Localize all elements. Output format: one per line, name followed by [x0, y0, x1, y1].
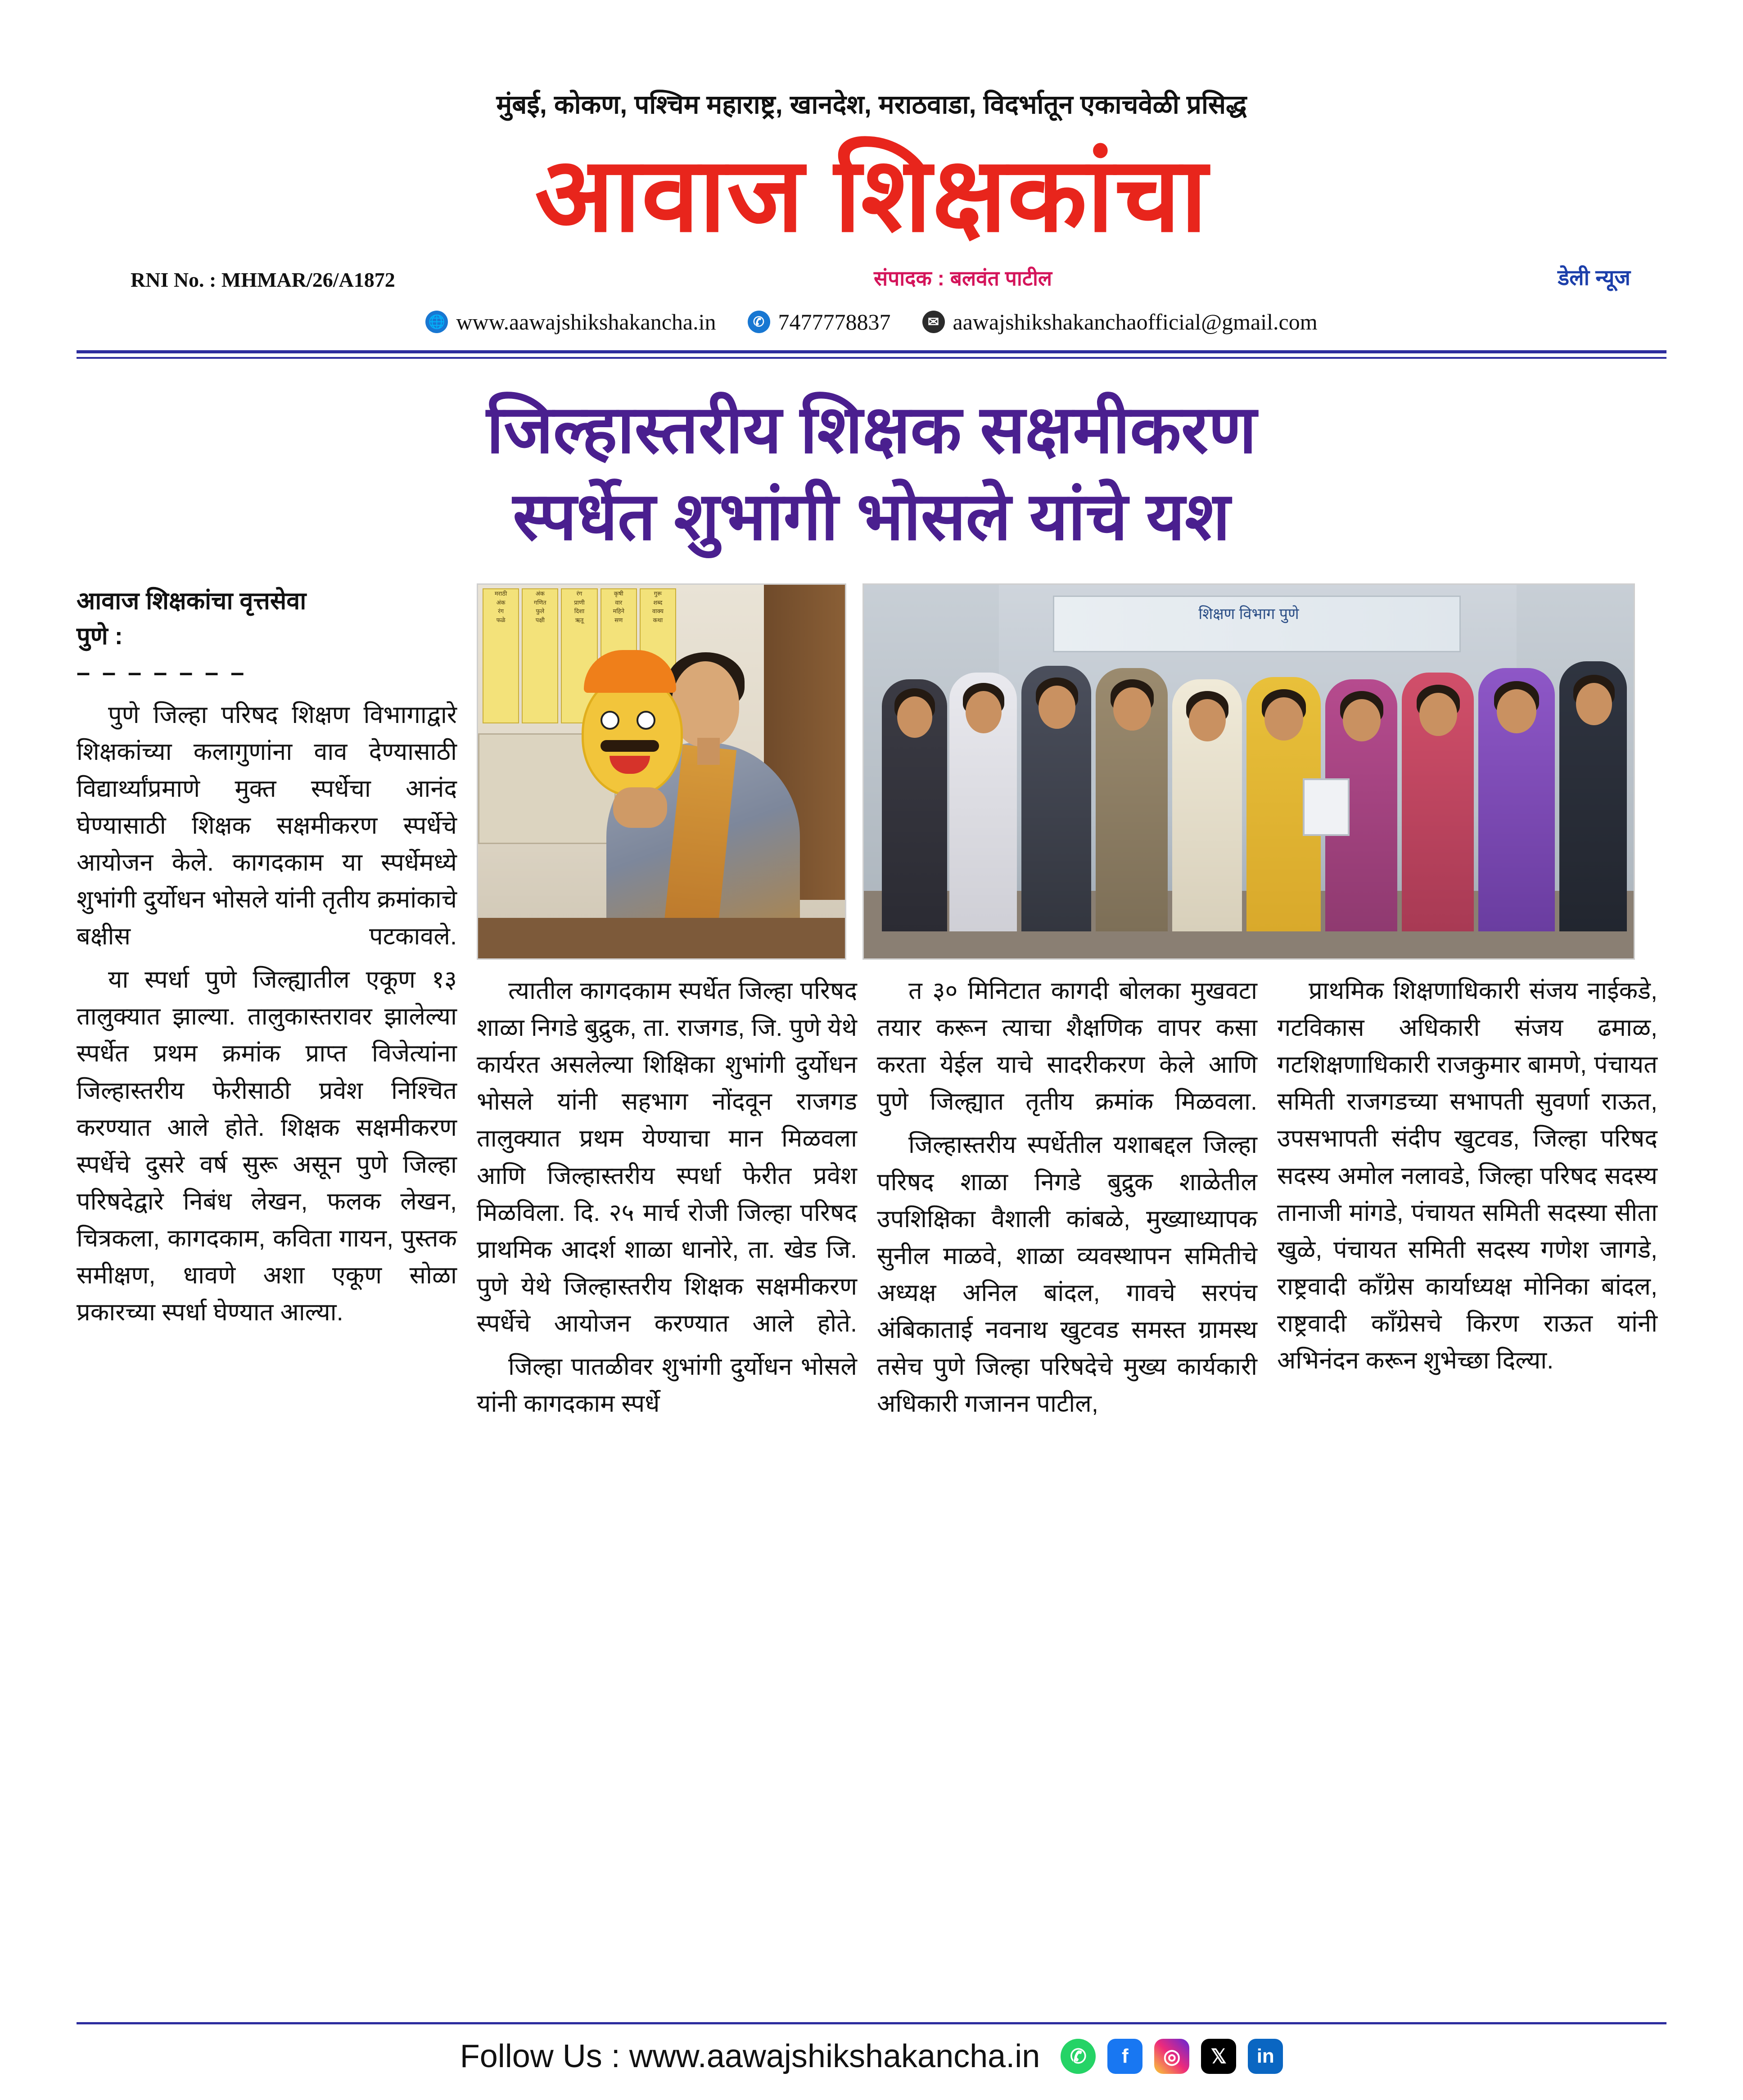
globe-icon: 🌐 [425, 311, 448, 333]
masthead-tagline: मुंबई, कोकण, पश्चिम महाराष्ट्र, खानदेश, मराठवाडा, विदर्भातून एकाचवेळी प्रसिद्ध [496, 90, 1247, 119]
byline-line-2: पुणे : [77, 623, 123, 650]
footer-divider [77, 2022, 1666, 2024]
lower-columns [477, 972, 1680, 1428]
email-address: aawajshikshakanchaofficial@gmail.com [953, 309, 1318, 335]
paragraph: पुणे जिल्हा परिषद शिक्षण विभागाद्वारे शिक्षकांच्या कलागुणांना वाव देण्यासाठी विद्यार्थ्यांप्रमाणे मुक्त स्पर्धेचा आनंद घेण्यासाठी शिक्षक सक्षमीकरण स्पर्धेचे आयोजन केले. कागदकाम या स्पर्धेमध्ये शुभांगी दुर्योधन भोसले यांनी तृतीय क्रमांकाचे बक्षीस पटकावले. [77, 701, 457, 950]
photo-group-felicitation [862, 583, 1635, 960]
phone-contact[interactable] [748, 309, 891, 335]
paragraph: त ३० मिनिटात कागदी बोलका मुखवटा तयार करून त्याचा शैक्षणिक वापर कसा करता येईल याचे सादरीकरण केले आणि पुणे जिल्ह्यात तृतीय क्रमांक मिळवला. [877, 977, 1257, 1115]
paper-title: आवाज शिक्षकांचा [535, 137, 1208, 253]
x-twitter-icon[interactable]: 𝕏 [1201, 2039, 1236, 2074]
masthead-divider [77, 350, 1666, 353]
social-links [1061, 2039, 1283, 2074]
article-body [77, 583, 1666, 1428]
whatsapp-icon[interactable]: ✆ [1061, 2039, 1096, 2074]
column-1 [77, 583, 457, 1428]
masthead [77, 86, 1666, 335]
phone-icon: ✆ [748, 311, 770, 333]
photo-teacher-with-puppet [477, 583, 846, 960]
paragraph: जिल्हास्तरीय स्पर्धेतील यशाबद्दल जिल्हा परिषद शाळा निगडे बुद्रुक शाळेतील उपशिक्षिका वैशाली कांबळे, मुख्याध्यापक सुनील माळवे, शाळा व्यवस्थापन समितीचे अध्यक्ष अनिल बांदल, गावचे सरपंच अंबिकाताई नवनाथ खुटवड समस्त ग्रामस्थ तसेच पुणे जिल्हा परिषदेचे मुख्य कार्यकारी अधिकारी गजानन पाटील, [877, 1131, 1257, 1418]
headline-line-1: जिल्हास्तरीय शिक्षक सक्षमीकरण [486, 393, 1257, 467]
paragraph: त्यातील कागदकाम स्पर्धेत जिल्हा परिषद शाळा निगडे बुद्रुक, ता. राजगड, जि. पुणे येथे कार्यरत असलेल्या शिक्षिका शुभांगी दुर्योधन भोसले यांनी सहभाग नोंदवून राजगड तालुक्यात प्रथम येण्याचा मान मिळवला आणि जिल्हास्तरीय स्पर्धा फेरीत प्रवेश मिळविला. दि. २५ मार्च रोजी जिल्हा परिषद प्राथमिक आदर्श शाळा धानोरे, ता. खेड जि. पुणे येथे जिल्हास्तरीय शिक्षक सक्षमीकरण स्पर्धेचे आयोजन करण्यात आले होते. [477, 977, 857, 1337]
column-2 [477, 972, 857, 1428]
website-url: www.aawajshikshakancha.in [456, 309, 716, 335]
masthead-divider-thin [77, 357, 1666, 359]
contact-row [77, 309, 1666, 335]
email-contact[interactable] [922, 309, 1318, 335]
paragraph: या स्पर्धा पुणे जिल्ह्यातील एकूण १३ तालुक्यात झाल्या. तालुकास्तरावर झालेल्या स्पर्धेत प्रथम क्रमांक प्राप्त विजेत्यांना जिल्हास्तरीय फेरीसाठी प्रवेश निश्चित करण्यात आले होते. शिक्षक सक्षमीकरण स्पर्धेचे दुसरे वर्ष सुरू असून पुणे जिल्हा परिषदेद्वारे निबंध लेखन, फलक लेखन, चित्रकला, कागदकाम, कविता गायन, पुस्तक समीक्षण, धावणे अशा एकूण सोळा प्रकारच्या स्पर्धा घेण्यात आल्या. [77, 966, 457, 1326]
paragraph: प्राथमिक शिक्षणाधिकारी संजय नाईकडे, गटविकास अधिकारी संजय ढमाळ, गटशिक्षणाधिकारी राजकुमार बामणे, पंचायत समिती राजगडच्या सभापती सुवर्णा राऊत, उपसभापती संदीप खुटवड, जिल्हा परिषद सदस्य अमोल नलावडे, जिल्हा परिषद सदस्य तानाजी मांगडे, पंचायत समिती सदस्या सीता खुळे, पंचायत समिती सदस्य गणेश जागडे, राष्ट्रवादी काँग्रेस कार्याध्यक्ष मोनिका बांदल, राष्ट्रवादी काँग्रेसचे किरण राऊत यांनी अभिनंदन करून शुभेच्छा दिल्या. [1277, 977, 1657, 1374]
column-3 [877, 972, 1257, 1428]
page-footer [77, 2022, 1666, 2075]
page-headline [77, 387, 1666, 560]
linkedin-icon[interactable]: in [1248, 2039, 1283, 2074]
photo-row [477, 583, 1680, 960]
instagram-icon[interactable]: ◎ [1154, 2039, 1189, 2074]
rni-number: RNI No. : MHMAR/26/A1872 [131, 268, 395, 292]
headline-line-2: स्पर्धेत शुभांगी भोसले यांचे यश [513, 479, 1230, 554]
daily-news-label: डेली न्यूज [1558, 266, 1630, 290]
mail-icon: ✉ [922, 311, 945, 333]
footer-row [77, 2038, 1666, 2075]
facebook-icon[interactable]: f [1107, 2039, 1142, 2074]
follow-us-text: Follow Us : www.aawajshikshakancha.in [460, 2038, 1040, 2074]
masthead-info-row [77, 262, 1666, 292]
editor-name: संपादक : बलवंत पाटील [873, 266, 1052, 290]
byline [77, 583, 457, 654]
photo-banner-text: शिक्षण विभाग पुणे [1198, 605, 1299, 623]
column-4 [1277, 972, 1657, 1428]
phone-number: 7477778837 [778, 309, 891, 335]
paragraph: जिल्हा पातळीवर शुभांगी दुर्योधन भोसले यांनी कागदकाम स्पर्धे [477, 1353, 857, 1418]
columns-2-4-wrapper [477, 583, 1680, 1428]
byline-line-1: आवाज शिक्षकांचा वृत्तसेवा [77, 587, 307, 615]
classroom-charts: मराठी अंक रंग फळे अंक गणित फुले पक्षी रंग प्राणी दिशा ऋतू कृषी वार महिने सण गुरू शब्द वाक्य कथा [483, 588, 676, 723]
byline-dashes: – – – – – – – [77, 659, 247, 686]
website-contact[interactable] [425, 309, 716, 335]
